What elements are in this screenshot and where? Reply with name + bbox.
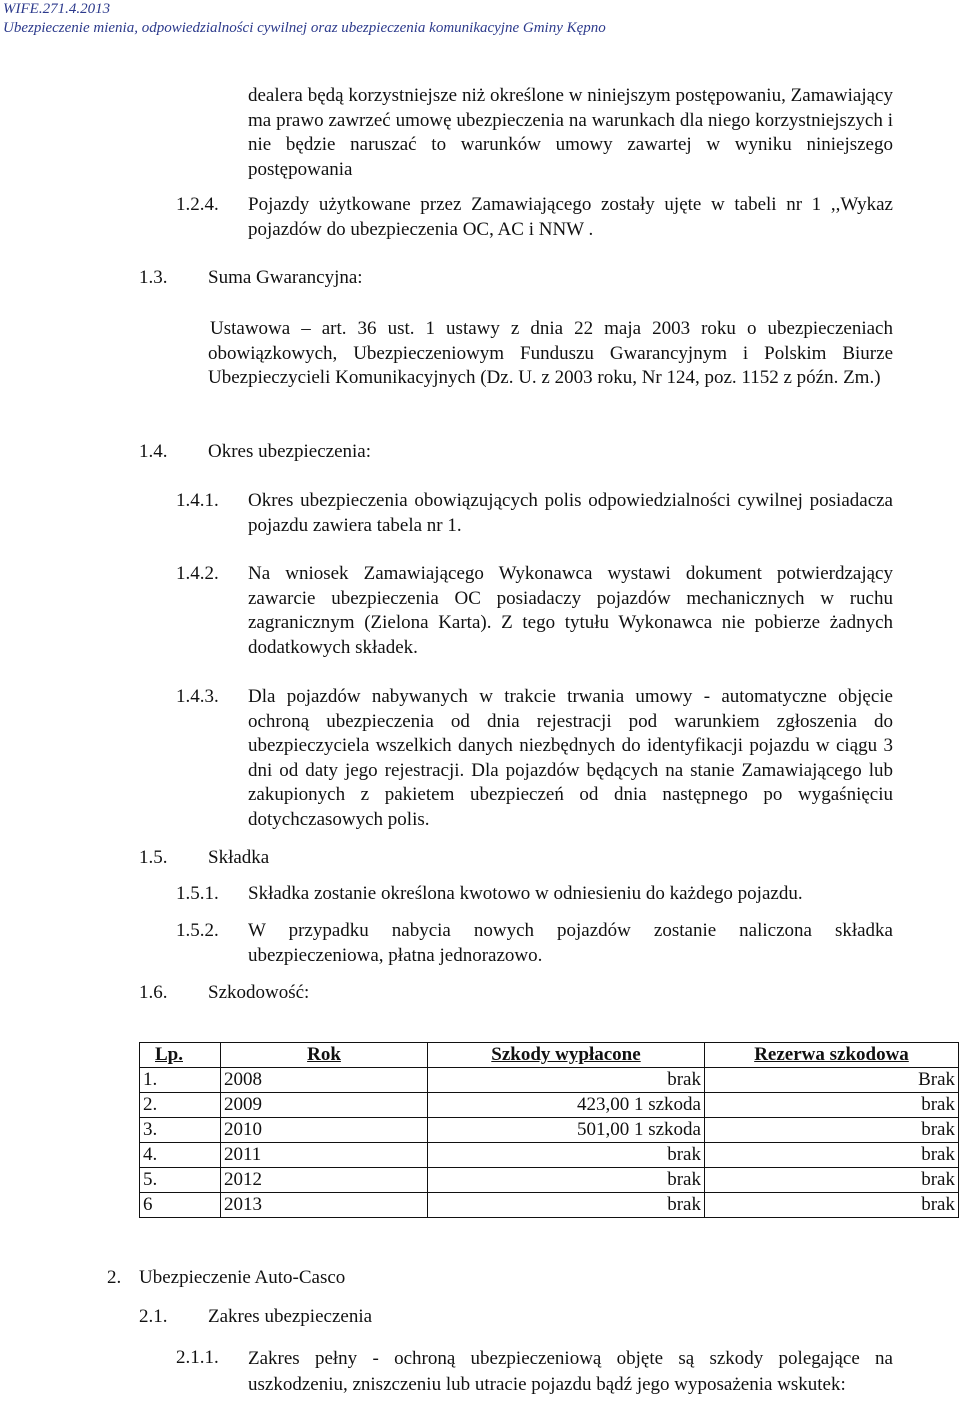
- table-row: [140, 1193, 959, 1218]
- section-number: 1.5.2.: [176, 920, 219, 941]
- section-number: 1.2.4.: [176, 194, 219, 215]
- section-text: Ustawowa – art. 36 ust. 1 ustawy z dnia 22 maja 2003 roku o ubezpieczeniach obowiązkowych, Ubezpieczeniowym Funduszu Gwarancyjnym i Polskim Biurze Ubezpieczycieli Komunikacyjnych (Dz. U. z 2003 roku, Nr 124, poz. 1152 z późn. Zm.): [208, 318, 893, 388]
- cell-lp: 6: [140, 1193, 221, 1218]
- cell-paid-claims: brak: [428, 1168, 705, 1193]
- cell-paid-claims: brak: [428, 1068, 705, 1093]
- cell-claims-reserve: brak: [705, 1093, 959, 1118]
- section-number: 1.4.: [139, 441, 168, 462]
- section-text: Dla pojazdów nabywanych w trakcie trwania umowy - automatyczne objęcie ochroną ubezpieczenia od dnia rejestracji pod warunkiem zgłoszenia do ubezpieczyciela wszelkich danych niezbędnych do identyfikacji pojazdu w ciągu 3 dni od daty jego rejestracji. Dla pojazdów będących na stanie Zamawiającego lub zakupionych z pakietem ubezpieczeń od dnia następnego po wygaśnięciu dotychczasowych polis.: [248, 686, 893, 830]
- cell-paid-claims: brak: [428, 1193, 705, 1218]
- cell-paid-claims: 423,00 1 szkoda: [428, 1093, 705, 1118]
- column-header-claims-reserve: Rezerwa szkodowa: [705, 1043, 959, 1068]
- table-row: [140, 1168, 959, 1193]
- cell-paid-claims: 501,00 1 szkoda: [428, 1118, 705, 1143]
- cell-paid-claims: brak: [428, 1143, 705, 1168]
- intro-paragraph: dealera będą korzystniejsze niż określone w niniejszym postępowaniu, Zamawiający ma prawo zawrzeć umowę ubezpieczenia na warunkach dla niego korzystniejszych i nie będzie naruszać to warunków umowy zawartej w wyniku niniejszego postępowania: [248, 85, 893, 180]
- document-title: Ubezpieczenie mienia, odpowiedzialności cywilnej oraz ubezpieczenia komunikacyjne Gminy Kępno: [3, 20, 606, 36]
- section-text: W przypadku nabycia nowych pojazdów zostanie naliczona składka ubezpieczeniowa, płatna jednorazowo.: [248, 920, 893, 966]
- page-header: [3, 0, 606, 38]
- cell-year: 2008: [221, 1068, 428, 1093]
- section-heading: Suma Gwarancyjna:: [208, 267, 363, 288]
- cell-lp: 2.: [140, 1093, 221, 1118]
- section-number: 1.6.: [139, 982, 168, 1003]
- column-header-year: Rok: [221, 1043, 428, 1068]
- cell-claims-reserve: brak: [705, 1168, 959, 1193]
- section-text: Składka zostanie określona kwotowo w odniesieniu do każdego pojazdu.: [248, 883, 803, 904]
- section-heading: Ubezpieczenie Auto-Casco: [139, 1267, 346, 1288]
- section-heading: Szkodowość:: [208, 982, 310, 1003]
- section-heading: Składka: [208, 847, 270, 868]
- cell-year: 2013: [221, 1193, 428, 1218]
- document-reference: WIFE.271.4.2013: [3, 1, 111, 17]
- table-header-row: [140, 1043, 959, 1068]
- section-number: 2.1.1.: [176, 1347, 219, 1368]
- section-number: 1.3.: [139, 267, 168, 288]
- cell-claims-reserve: brak: [705, 1118, 959, 1143]
- section-text: Pojazdy użytkowane przez Zamawiającego zostały ujęte w tabeli nr 1 ,,Wykaz pojazdów do ubezpieczenia OC, AC i NNW .: [248, 194, 893, 240]
- claims-table: [139, 1042, 959, 1218]
- cell-claims-reserve: brak: [705, 1143, 959, 1168]
- column-header-lp: Lp.: [140, 1043, 221, 1068]
- section-heading: Zakres ubezpieczenia: [208, 1306, 373, 1327]
- section-number: 2.: [107, 1267, 122, 1288]
- section-heading: Okres ubezpieczenia:: [208, 441, 371, 462]
- table-row: [140, 1143, 959, 1168]
- section-number: 1.4.1.: [176, 490, 219, 511]
- section-number: 2.1.: [139, 1306, 168, 1327]
- cell-lp: 1.: [140, 1068, 221, 1093]
- column-header-paid-claims: Szkody wypłacone: [428, 1043, 705, 1068]
- section-text: Zakres pełny - ochroną ubezpieczeniową objęte są szkody polegające na uszkodzeniu, zniszczeniu lub utracie pojazdu bądź jego wyposażenia wskutek:: [248, 1348, 893, 1395]
- cell-claims-reserve: Brak: [705, 1068, 959, 1093]
- section-number: 1.4.3.: [176, 686, 219, 707]
- section-text: Okres ubezpieczenia obowiązujących polis odpowiedzialności cywilnej posiadacza pojazdu zawiera tabela nr 1.: [248, 490, 893, 536]
- cell-lp: 4.: [140, 1143, 221, 1168]
- table-row: [140, 1068, 959, 1093]
- cell-year: 2011: [221, 1143, 428, 1168]
- cell-year: 2010: [221, 1118, 428, 1143]
- table-row: [140, 1118, 959, 1143]
- cell-claims-reserve: brak: [705, 1193, 959, 1218]
- section-text: Na wniosek Zamawiającego Wykonawca wystawi dokument potwierdzający zawarcie ubezpieczenia OC posiadaczy pojazdów mechanicznych w ruchu zagranicznym (Zielona Karta). Z tego tytułu Wykonawca nie pobierze żadnych dodatkowych składek.: [248, 563, 893, 658]
- section-number: 1.5.: [139, 847, 168, 868]
- cell-lp: 5.: [140, 1168, 221, 1193]
- cell-year: 2009: [221, 1093, 428, 1118]
- cell-year: 2012: [221, 1168, 428, 1193]
- section-number: 1.5.1.: [176, 883, 219, 904]
- section-number: 1.4.2.: [176, 563, 219, 584]
- cell-lp: 3.: [140, 1118, 221, 1143]
- table-row: [140, 1093, 959, 1118]
